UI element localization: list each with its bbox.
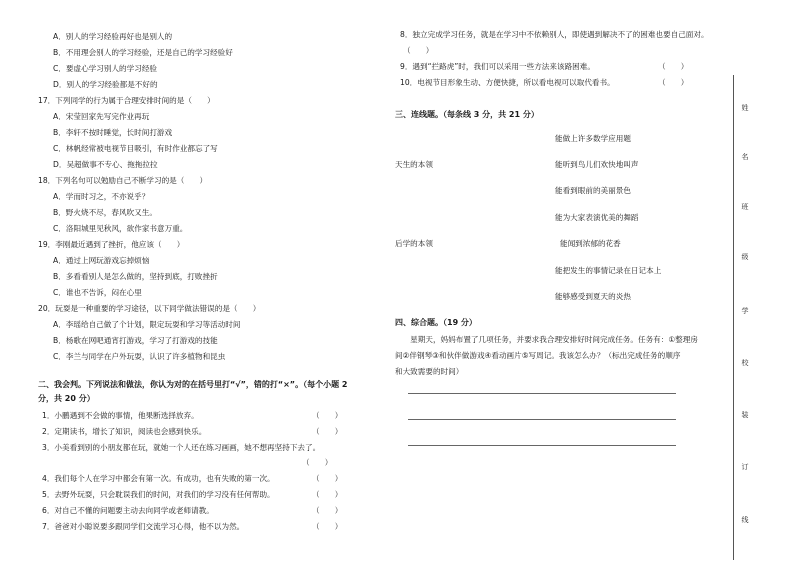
judge-item: 9．遇到“拦路虎”时，我们可以采用一些方法来该路困难。: [400, 62, 595, 71]
answer-line[interactable]: [408, 393, 676, 394]
question-paragraph: 间②伴钢琴③和伙伴做游戏④看动画片⑤写周记。我该怎么办？（标出完成任务的顺序: [395, 351, 681, 360]
judge-item: 6．对自己不懂的问题要主动去向同学或老师请教。: [42, 506, 214, 515]
question-stem: 20．玩耍是一种重要的学习途径，以下同学做法错误的是（ ）: [38, 304, 261, 313]
match-right-item[interactable]: 能做上许多数学应用题: [555, 134, 631, 143]
match-left-label[interactable]: 天生的本领: [395, 160, 433, 169]
answer-parens[interactable]: （ ）: [312, 411, 343, 420]
option-line: C．李兰与同学在户外玩耍，认识了许多植物和昆虫: [53, 352, 226, 361]
option-line: C．洛阳城里见秋风，欲作家书意万重。: [53, 224, 188, 233]
option-line: B．不用理会别人的学习经验，还是自己的学习经验好: [53, 48, 233, 57]
judge-item: 5．去野外玩耍，只会耽误我们的时间，对我们的学习没有任何帮助。: [42, 490, 275, 499]
option-line: B．野火烧不尽，春风吹又生。: [53, 208, 157, 217]
option-line: A．通过上网玩游戏忘掉烦恼: [53, 256, 150, 265]
match-right-item[interactable]: 能够感受到夏天的炎热: [555, 292, 631, 301]
section-heading: 分，共 20 分）: [38, 394, 95, 403]
binding-char: 订: [741, 463, 749, 471]
judge-item: 8．独立完成学习任务，就是在学习中不依赖别人，即使遇到解决不了的困难也要自己面对。: [400, 30, 709, 39]
question-stem: 19．李刚最近遇到了挫折，他应该（ ）: [38, 240, 185, 249]
answer-parens[interactable]: （ ）: [312, 427, 343, 436]
option-line: B．多看看别人是怎么做的，坚持到底，打败挫折: [53, 272, 218, 281]
match-right-item[interactable]: 能闻到浓郁的花香: [560, 239, 621, 248]
option-line: A．宋莹回家先写完作业再玩: [53, 112, 150, 121]
judge-item: 10．电视节目形象生动、方便快捷，所以看电视可以取代看书。: [400, 78, 615, 87]
match-right-item[interactable]: 能听到鸟儿们欢快地叫声: [555, 160, 639, 169]
judge-item: 1．小鹏遇到不会做的事情，他果断选择放弃。: [42, 411, 199, 420]
option-line: D．吴超做事不专心、拖拖拉拉: [53, 160, 158, 169]
section-heading: 二、我会判。下列说法和做法，你认为对的在括号里打“√”，错的打“×”。（每个小题 2: [38, 380, 348, 389]
option-line: A．学而时习之，不亦说乎？: [53, 192, 150, 201]
binding-char: 级: [741, 253, 749, 261]
option-line: C．林帆经常被电视节目吸引，有时作业都忘了写: [53, 144, 218, 153]
answer-line[interactable]: [408, 445, 676, 446]
binding-char: 装: [741, 411, 749, 419]
match-left-label[interactable]: 后学的本领: [395, 239, 433, 248]
section-heading: 四、综合题。（19 分）: [395, 318, 477, 327]
option-line: A．别人的学习经验再好也是别人的: [53, 32, 173, 41]
judge-item: 2．定期读书，增长了知识，阅读也会感到快乐。: [42, 427, 207, 436]
answer-parens[interactable]: （ ）: [312, 490, 343, 499]
binding-char: 姓: [741, 104, 749, 112]
binding-char: 名: [741, 153, 749, 161]
question-stem: 18．下列名句可以勉励自己不断学习的是（ ）: [38, 176, 208, 185]
section-heading: 三、连线题。（每条线 3 分，共 21 分）: [395, 110, 539, 119]
judge-item: 3．小美看到别的小朋友都在玩，就她一个人还在练习画画，她不想再坚持下去了。: [42, 443, 321, 452]
option-line: D．别人的学习经验都是不好的: [53, 80, 158, 89]
match-right-item[interactable]: 能看到眼前的美丽景色: [555, 186, 631, 195]
binding-char: 校: [741, 359, 749, 367]
judge-item: 7．爸爸对小聪说要多跟同学们交流学习心得，他不以为然。: [42, 522, 245, 531]
binding-char: 班: [741, 203, 749, 211]
option-line: B．李轩不按时睡觉，长时间打游戏: [53, 128, 173, 137]
answer-parens[interactable]: （ ）: [403, 46, 434, 55]
answer-parens[interactable]: （ ）: [312, 506, 343, 515]
judge-item: 4．我们每个人在学习中都会有第一次。有成功，也有失败的第一次。: [42, 474, 275, 483]
answer-parens[interactable]: （ ）: [312, 474, 343, 483]
answer-line[interactable]: [408, 419, 676, 420]
option-line: A．李瑶给自己做了个计划，限定玩耍和学习等活动时间: [53, 320, 241, 329]
binding-char: 学: [741, 307, 749, 315]
question-stem: 17．下列同学的行为属于合理安排时间的是（ ）: [38, 96, 215, 105]
match-right-item[interactable]: 能把发生的事情记录在日记本上: [555, 266, 662, 275]
question-paragraph: 星期天，妈妈布置了几项任务，并要求我合理安排好时间完成任务。任务有：①整理房: [395, 335, 698, 344]
option-line: B．杨歌在网吧通宵打游戏，学习了打游戏的技能: [53, 336, 218, 345]
answer-parens[interactable]: （ ）: [312, 522, 343, 531]
question-paragraph: 和大致需要的时间）: [395, 367, 464, 376]
answer-parens[interactable]: （ ）: [658, 62, 689, 71]
answer-parens[interactable]: （ ）: [658, 78, 689, 87]
option-line: C．要虚心学习别人的学习经验: [53, 64, 158, 73]
binding-char: 线: [741, 516, 749, 524]
option-line: C．谁也不告诉，闷在心里: [53, 288, 142, 297]
binding-line: [733, 75, 734, 560]
answer-parens[interactable]: （ ）: [302, 458, 333, 467]
match-right-item[interactable]: 能为大家表演优美的舞蹈: [555, 213, 639, 222]
